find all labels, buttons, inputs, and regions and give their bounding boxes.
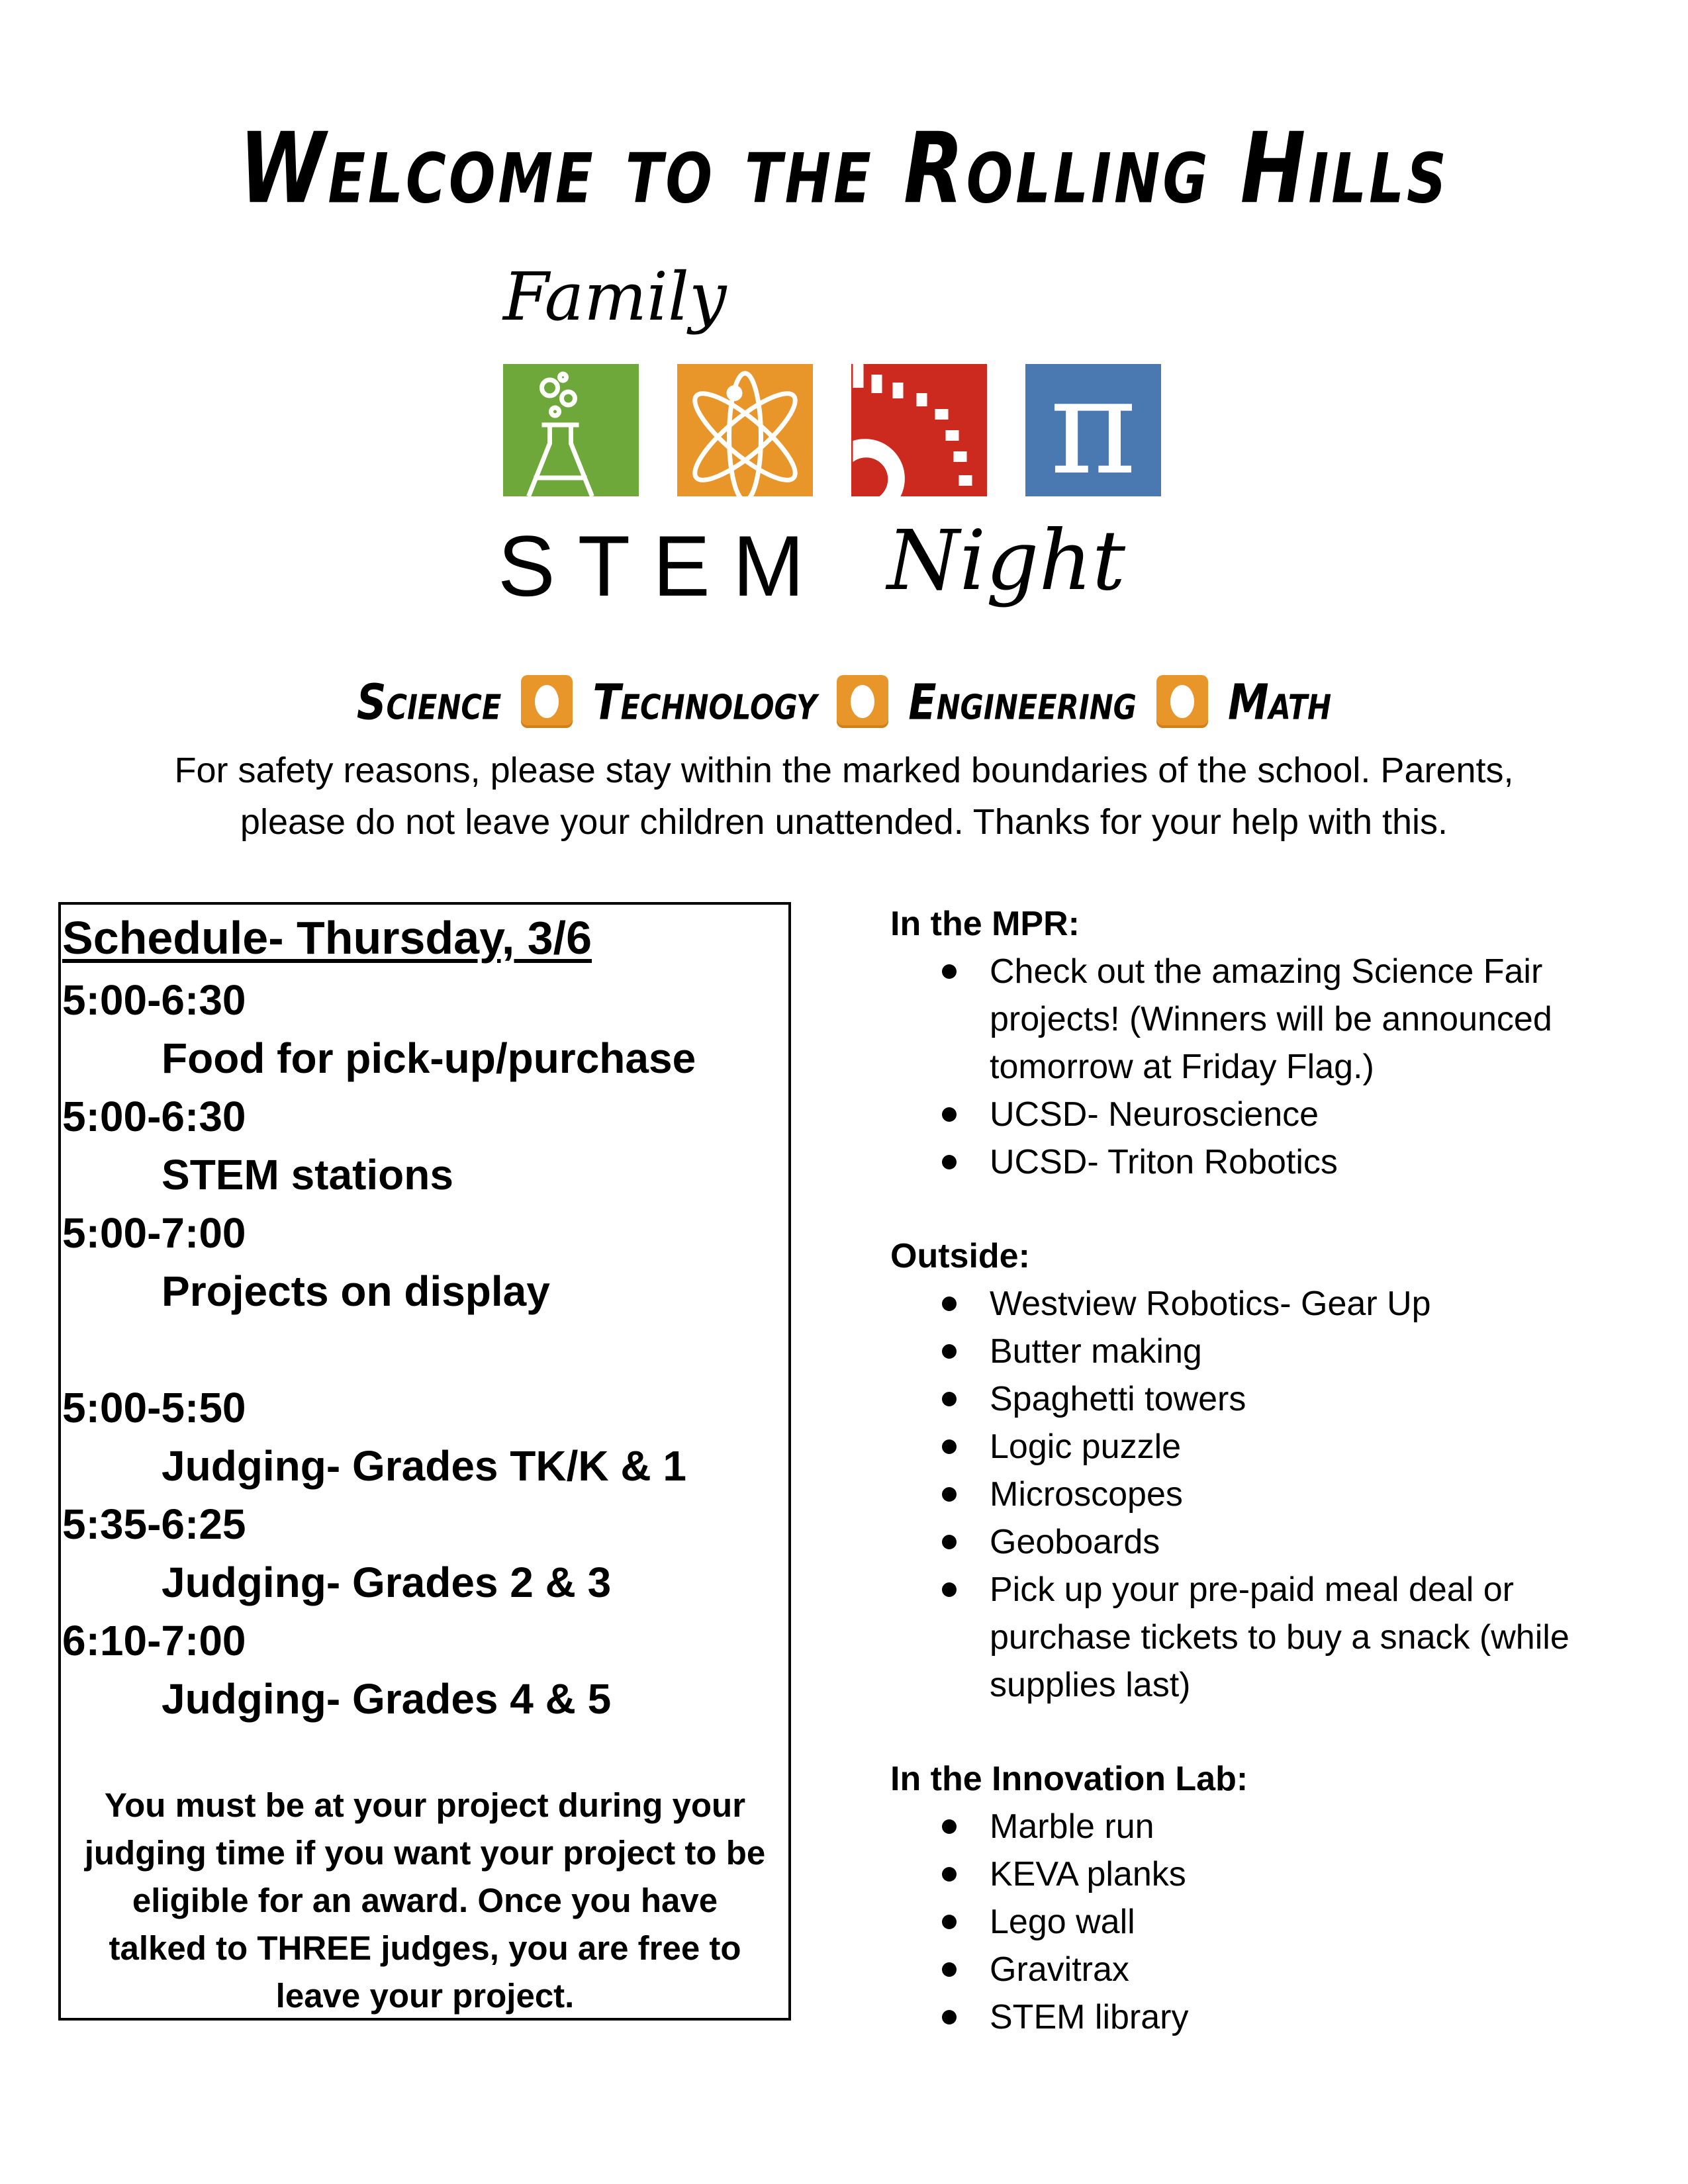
list-item: Westview Robotics- Gear Up: [890, 1280, 1652, 1328]
list-item: Microscopes: [890, 1471, 1652, 1518]
schedule-list: [62, 971, 790, 1728]
logo-stem-text: STEM: [498, 518, 827, 614]
bullet-icon: [942, 1155, 957, 1169]
flask-icon: [503, 364, 639, 496]
discipline-technology: Technology: [592, 672, 818, 731]
safety-notice-line: For safety reasons, please stay within the marked boundaries of the school. Parents,: [174, 751, 1514, 790]
safety-notice: [0, 745, 1688, 848]
schedule-time: 5:00-6:30: [62, 1093, 246, 1140]
list-item: Pick up your pre-paid meal deal or purchase tickets to buy a snack (while supplies last): [890, 1566, 1652, 1709]
list-item: Logic puzzle: [890, 1423, 1652, 1471]
bullet-icon: [942, 1487, 957, 1502]
logo-tiles: [503, 364, 1161, 496]
bullet-icon: [942, 1819, 957, 1834]
discipline-engineering: Engineering: [908, 672, 1137, 731]
list-item: Gravitrax: [890, 1946, 1652, 1993]
bullet-icon: [942, 2010, 957, 2025]
list-item: UCSD- Triton Robotics: [890, 1138, 1652, 1186]
judging-note-line: leave your project.: [275, 1977, 575, 2015]
gear-icon: [851, 364, 987, 496]
bullet-icon: [942, 1582, 957, 1597]
list-item: Geoboards: [890, 1518, 1652, 1566]
innovation-lab-heading: In the Innovation Lab:: [890, 1760, 1248, 1798]
stem-disciplines-banner: [0, 672, 1688, 731]
pi-icon: [1025, 364, 1161, 496]
bullet-icon: [942, 1915, 957, 1929]
schedule-title: Schedule- Thursday, 3/6: [62, 912, 592, 964]
bullet-icon: [942, 1344, 957, 1359]
schedule-time: 5:00-7:00: [62, 1209, 246, 1257]
judging-note-line: You must be at your project during your: [104, 1786, 746, 1824]
judging-note: [61, 1782, 789, 2020]
list-item: Check out the amazing Science Fair projects! (Winners will be announced tomorrow at Friday Flag.): [890, 948, 1652, 1091]
schedule-time: 5:00-6:30: [62, 976, 246, 1024]
discipline-math: Math: [1227, 672, 1332, 731]
orange-record-button-icon: [837, 675, 888, 728]
judging-note-line: judging time if you want your project to be: [84, 1834, 766, 1872]
bullet-icon: [942, 1867, 957, 1882]
atom-icon: [677, 364, 813, 496]
schedule-activity: Food for pick-up/purchase: [162, 1034, 696, 1082]
innovation-lab-list: [890, 1803, 1652, 2041]
bullet-icon: [942, 1535, 957, 1549]
svg-text:π: π: [1049, 364, 1137, 496]
logo-family-text: Family: [503, 258, 727, 336]
schedule-activity: Projects on display: [162, 1267, 550, 1315]
schedule-activity: Judging- Grades TK/K & 1: [162, 1442, 686, 1490]
outside-heading: Outside:: [890, 1237, 1030, 1275]
list-item: STEM library: [890, 1993, 1652, 2041]
outside-list: [890, 1280, 1652, 1709]
list-item: KEVA planks: [890, 1850, 1652, 1898]
schedule-time: 5:00-5:50: [62, 1384, 246, 1432]
bullet-icon: [942, 1107, 957, 1122]
schedule-time: 6:10-7:00: [62, 1617, 246, 1664]
discipline-science: Science: [356, 672, 502, 731]
bullet-icon: [942, 1297, 957, 1311]
schedule-box: [58, 902, 791, 2021]
schedule-activity: STEM stations: [162, 1151, 453, 1199]
judging-note-line: talked to THREE judges, you are free to: [109, 1929, 741, 1967]
family-stem-night-logo: [490, 258, 1205, 649]
schedule-time: 5:35-6:25: [62, 1500, 246, 1548]
list-item: Lego wall: [890, 1898, 1652, 1946]
locations-column: [890, 900, 1652, 2041]
bullet-icon: [942, 1439, 957, 1454]
schedule-activity: Judging- Grades 2 & 3: [162, 1559, 612, 1606]
bullet-icon: [942, 964, 957, 979]
orange-record-button-icon: [1156, 675, 1208, 728]
list-item: Spaghetti towers: [890, 1375, 1652, 1423]
list-item: Butter making: [890, 1328, 1652, 1375]
schedule-activity: Judging- Grades 4 & 5: [162, 1675, 612, 1723]
mpr-heading: In the MPR:: [890, 905, 1080, 943]
list-item: Marble run: [890, 1803, 1652, 1850]
judging-note-line: eligible for an award. Once you have: [132, 1882, 718, 1919]
safety-notice-line: please do not leave your children unattended. Thanks for your help with this.: [240, 802, 1448, 842]
logo-night-text: Night: [887, 513, 1126, 609]
list-item: UCSD- Neuroscience: [890, 1091, 1652, 1138]
bullet-icon: [942, 1392, 957, 1406]
mpr-list: [890, 948, 1652, 1186]
page-title: Welcome to the Rolling Hills: [239, 111, 1449, 226]
orange-record-button-icon: [521, 675, 573, 728]
bullet-icon: [942, 1962, 957, 1977]
